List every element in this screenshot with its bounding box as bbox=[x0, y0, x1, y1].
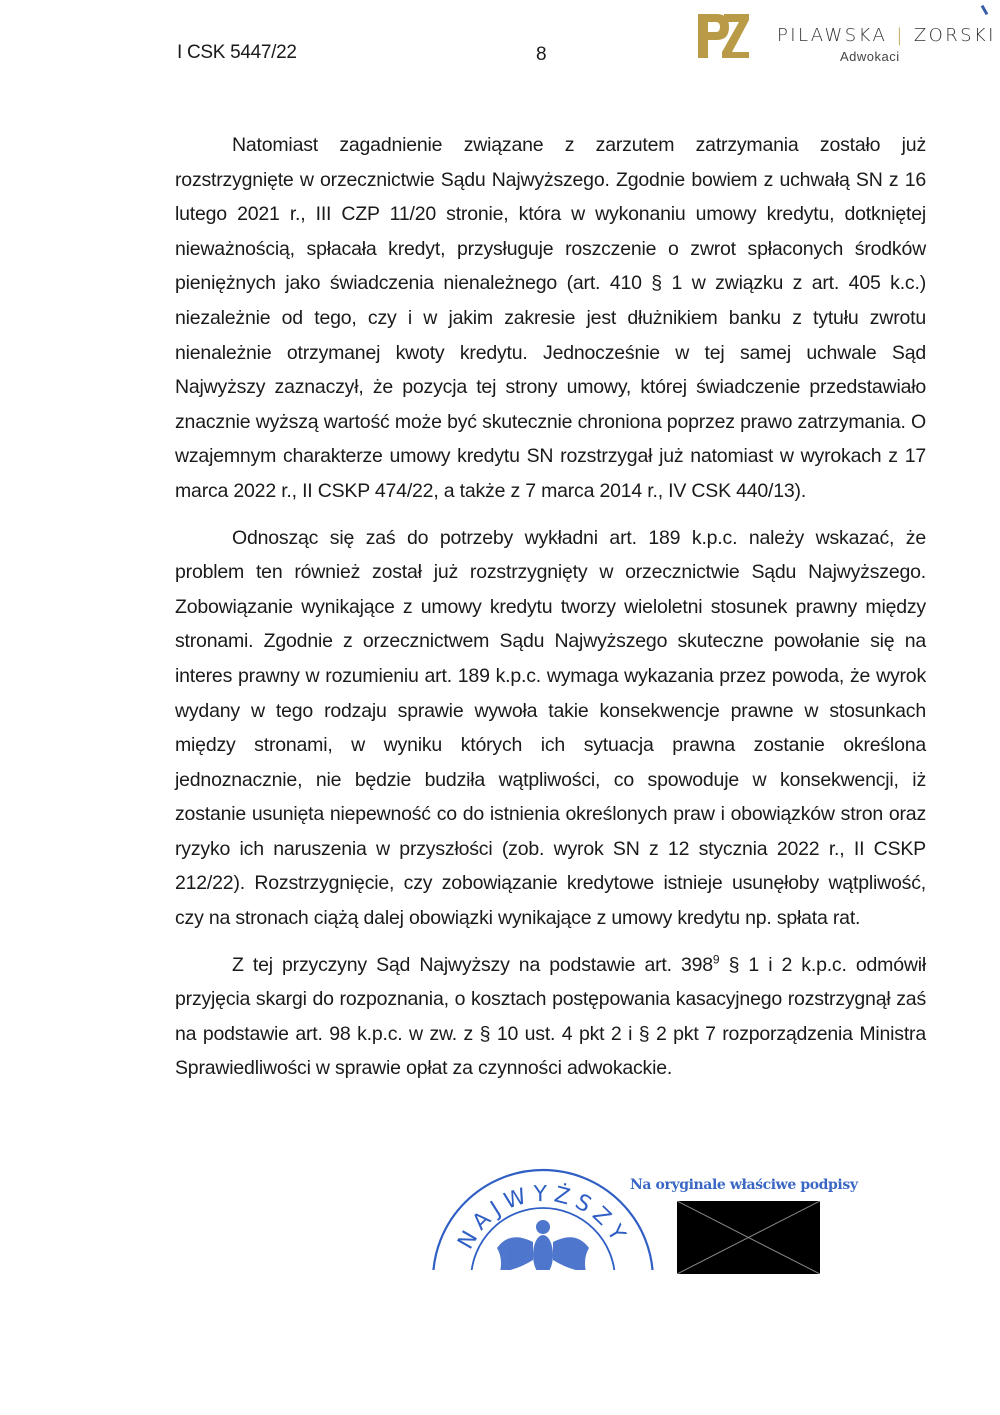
conclusion-text-start: Z tej przyczyny Sąd Najwyższy na podstawie art. 398 bbox=[232, 953, 713, 976]
law-firm-logo bbox=[695, 10, 995, 70]
conclusion-text-end: § 1 i 2 k.p.c. odmówił przyjęcia skargi do rozpoznania, o kosztach postępowania kasacyjnego rozstrzygnął zaś na podstawie art. 98 k.p.c. w zw. z § 10 ust. 4 pkt 2 i § 2 pkt 7 rozporządzenia Ministra Sprawiedliwości w sprawie opłat za czynności adwokackie. bbox=[175, 953, 926, 1080]
page-number: 8 bbox=[536, 44, 547, 65]
logo-subtitle: Adwokaci bbox=[840, 49, 900, 64]
logo-separator: | bbox=[896, 25, 905, 46]
paragraph-retention-right: Natomiast zagadnienie związane z zarzutem zatrzymania zostało już rozstrzygnięte w orzecznictwie Sądu Najwyższego. Zgodnie bowiem z uchwałą SN z 16 lutego 2021 r., III CZP 11/20 stronie, która w wykonaniu umowy kredytu, dotkniętej nieważnością, spłacała kredyt, przysługuje roszczenie o zwrot spłaconych środków pieniężnych jako świadczenia nienależnego (art. 410 § 1 w związku z art. 405 k.c.) niezależnie od tego, czy i w jakim zakresie jest dłużnikiem banku z tytułu zwrotu nienależnie otrzymanej kwoty kredytu. Jednocześnie w tej samej uchwale Sąd Najwyższy zaznaczył, że pozycja tej strony umowy, której świadczenie przedstawiało znacznie wyższą wartość może być skutecznie chroniona poprzez prawo zatrzymania. O wzajemnym charakterze umowy kredytu SN rozstrzygał już natomiast w wyrokach z 17 marca 2022 r., II CSKP 474/22, a także z 7 marca 2014 r., IV CSK 440/13). bbox=[175, 134, 926, 502]
pz-monogram-icon bbox=[695, 10, 751, 62]
signature-note: Na oryginale właściwe podpisy bbox=[630, 1177, 858, 1193]
logo-name-right: ZORSKI bbox=[913, 25, 996, 46]
redaction-cross-icon bbox=[677, 1201, 820, 1274]
document-body bbox=[175, 128, 926, 1086]
case-number: I CSK 5447/22 bbox=[177, 42, 297, 63]
eagle-seal-icon bbox=[425, 1160, 655, 1270]
logo-name-left: PILAWSKA bbox=[777, 25, 888, 46]
article-superscript: 9 bbox=[712, 952, 720, 967]
logo-firm-name bbox=[777, 25, 996, 46]
paragraph-art-189: Odnosząc się zaś do potrzeby wykładni art. 189 k.p.c. należy wskazać, że problem ten również został już rozstrzygnięty w orzecznictwie Sądu Najwyższego. Zobowiązanie wynikające z umowy kredytu tworzy wieloletni stosunek prawny między stronami. Zgodnie z orzecznictwem Sądu Najwyższego skuteczne powołanie się na interes prawny w rozumieniu art. 189 k.p.c. wymaga wykazania przez powoda, że wyrok wydany w tego rodzaju sprawie wywoła takie konsekwencje prawne w stosunkach między stronami, w wyniku których ich sytuacja prawna zostanie określona jednoznacznie, nie będzie budziła wątpliwości, co spowoduje w konsekwencji, iż zostanie usunięta niepewność co do istnienia określonych praw i obowiązków stron oraz ryzyko ich naruszenia w przyszłości (zob. wyrok SN z 12 stycznia 2022 r., II CSKP 212/22). Rozstrzygnięcie, czy zobowiązanie kredytowe istnieje usunęłoby wątpliwość, czy na stronach ciążą dalej obowiązki wynikające z umowy kredytu np. spłata rat. bbox=[175, 526, 926, 930]
court-seal-stamp bbox=[425, 1160, 655, 1270]
stamp-text: NAJWYŻSZY bbox=[453, 1181, 633, 1254]
redacted-signature bbox=[677, 1201, 820, 1274]
paragraph-conclusion bbox=[175, 948, 926, 1086]
